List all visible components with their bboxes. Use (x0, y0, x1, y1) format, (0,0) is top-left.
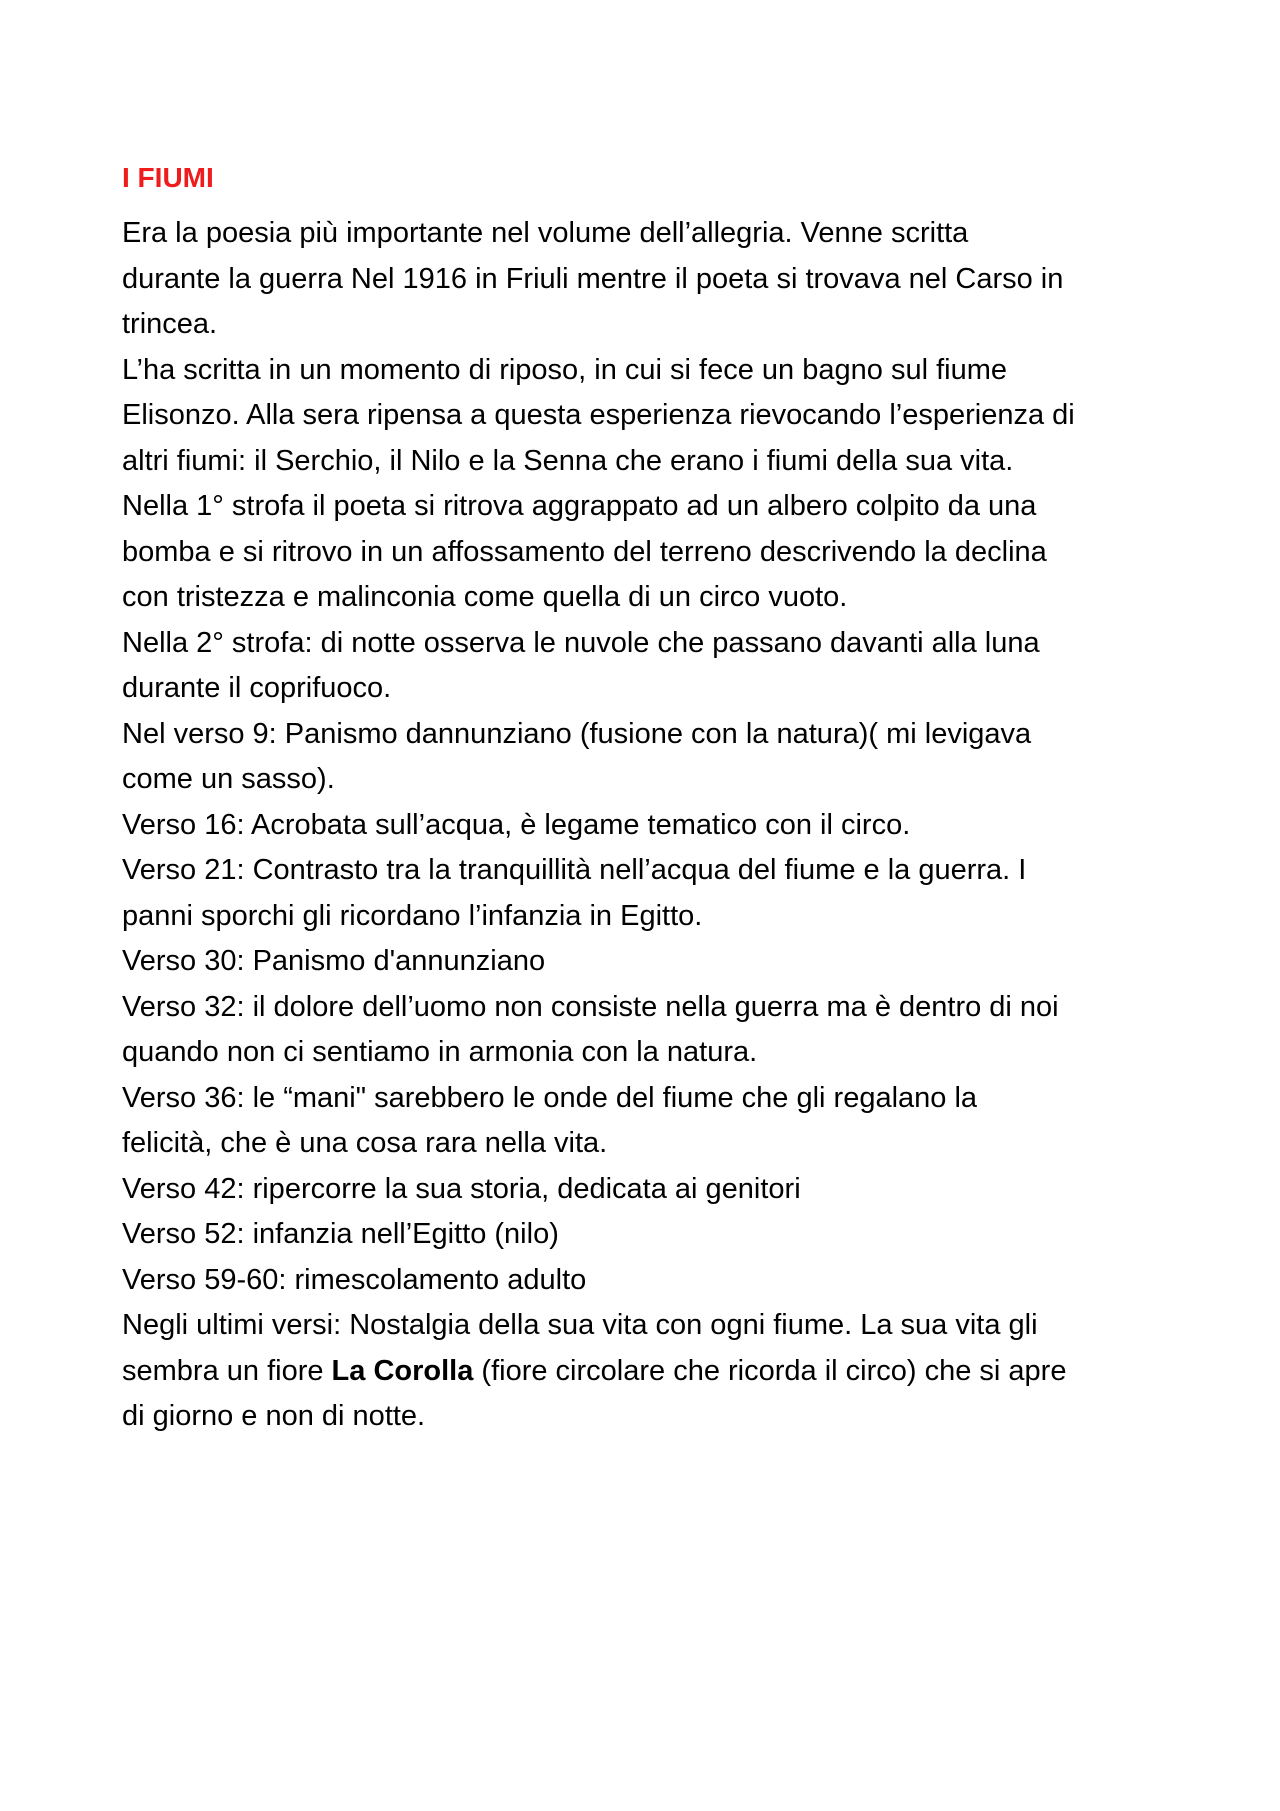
document-body (122, 211, 1172, 1440)
text-line: Era la poesia più importante nel volume dell’allegria. Venne scritta (122, 217, 969, 249)
text-segment: sembra un fiore (122, 1354, 332, 1387)
text-line: felicità, che è una cosa rara nella vita. (122, 1127, 608, 1159)
text-line: Nel verso 9: Panismo dannunziano (fusione con la natura)( mi levigava (122, 717, 1032, 750)
text-line: Verso 36: le “mani" sarebbero le onde del fiume che gli regalano la (122, 1081, 978, 1114)
text-segment: (fiore circolare che ricorda il circo) che si apre (473, 1354, 1067, 1387)
document-content (122, 155, 1172, 1440)
text-line: L’ha scritta in un momento di riposo, in cui si fece un bagno sul fiume (122, 353, 1007, 386)
text-line: Verso 42: ripercorre la sua storia, dedicata ai genitori (122, 1172, 801, 1205)
text-line: Verso 21: Contrasto tra la tranquillità nell’acqua del fiume e la guerra. I (122, 854, 1027, 886)
text-line: trincea. (122, 308, 218, 340)
text-line: Negli ultimi versi: Nostalgia della sua vita con ogni fiume. La sua vita gli (122, 1309, 1038, 1341)
text-line: Nella 1° strofa il poeta si ritrova aggrappato ad un albero colpito da una (122, 490, 1037, 522)
text-line-mixed (122, 1349, 1172, 1395)
text-line: bomba e si ritrovo in un affossamento del terreno descrivendo la declina (122, 535, 1047, 568)
text-line: Elisonzo. Alla sera ripensa a questa esperienza rievocando l’esperienza di (122, 399, 1075, 431)
text-line: panni sporchi gli ricordano l’infanzia in Egitto. (122, 899, 703, 932)
bold-term: La Corolla (331, 1354, 474, 1387)
text-line: quando non ci sentiamo in armonia con la natura. (122, 1036, 758, 1068)
text-line: Verso 16: Acrobata sull’acqua, è legame tematico con il circo. (122, 808, 911, 841)
text-line: altri fiumi: il Serchio, il Nilo e la Senna che erano i fiumi della sua vita. (122, 444, 1014, 477)
document-title: I FIUMI (122, 162, 214, 193)
text-line: Verso 32: il dolore dell’uomo non consiste nella guerra ma è dentro di noi (122, 990, 1059, 1023)
text-line: durante il coprifuoco. (122, 672, 392, 704)
text-line: Verso 30: Panismo d'annunziano (122, 945, 546, 977)
text-line: Nella 2° strofa: di notte osserva le nuvole che passano davanti alla luna (122, 626, 1040, 659)
text-line: come un sasso). (122, 763, 335, 795)
text-line: durante la guerra Nel 1916 in Friuli mentre il poeta si trovava nel Carso in (122, 262, 1064, 295)
text-line: Verso 59-60: rimescolamento adulto (122, 1263, 587, 1296)
text-line: Verso 52: infanzia nell’Egitto (nilo) (122, 1218, 559, 1250)
text-line: di giorno e non di notte. (122, 1400, 426, 1432)
text-line: con tristezza e malinconia come quella di un circo vuoto. (122, 581, 848, 613)
